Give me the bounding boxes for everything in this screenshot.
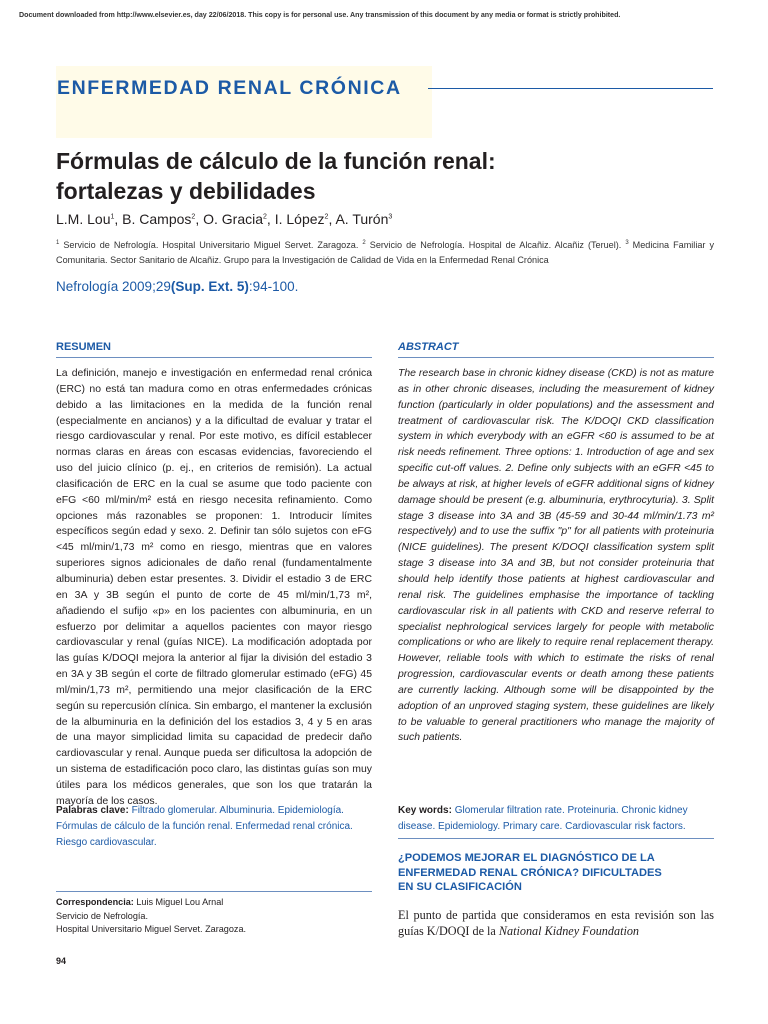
author-sep: , <box>328 211 336 227</box>
correspondence-label: Correspondencia: <box>56 897 137 907</box>
section-title: ENFERMEDAD RENAL CRÓNICA <box>57 77 402 99</box>
section-heading <box>398 851 714 895</box>
title-line-2: fortalezas y debilidades <box>56 178 316 204</box>
section-heading-line: ¿PODEMOS MEJORAR EL DIAGNÓSTICO DE LA <box>398 852 655 864</box>
author-sep: , <box>114 211 123 227</box>
correspondence-name: Luis Miguel Lou Arnal <box>136 897 224 907</box>
affiliations <box>56 236 714 268</box>
resumen-heading: RESUMEN <box>56 341 112 353</box>
page-number: 94 <box>56 956 67 966</box>
author-sup: 2 <box>191 213 196 221</box>
keywords-en <box>398 803 714 835</box>
section-heading-line: EN SU CLASIFICACIÓN <box>398 881 522 893</box>
author-sep: , <box>195 211 204 227</box>
author-list <box>56 211 392 227</box>
affil-text: Servicio de Nefrología. Hospital Universitario Miguel Servet. Zaragoza. <box>59 240 363 251</box>
author: A. Turón <box>335 211 389 227</box>
body-paragraph <box>398 908 714 939</box>
author-sup: 2 <box>263 213 267 221</box>
affil-text: Servicio de Nefrología. Hospital de Alcañiz. Alcañiz (Teruel). <box>365 240 626 251</box>
download-notice: Document downloaded from http://www.elsevier.es, day 22/06/2018. This copy is for personal use. Any transmission of this document by any media or format is strictly prohibited. <box>19 11 621 19</box>
citation-supplement: (Sup. Ext. 5) <box>170 279 249 294</box>
author-sup: 1 <box>110 213 115 221</box>
body-text: El punto de partida que consideramos en esta revisión son las guías K/DOQI de la <box>398 908 714 938</box>
affil-text: Medicina Familiar y Comunitaria. Sector Sanitario de Alcañiz. Grupo para la Investigación de Calidad de Vida en la Enfermedad Renal Crónica <box>56 240 714 266</box>
author: L.M. Lou <box>56 211 111 227</box>
correspondence-line: Servicio de Nefrología. <box>56 910 148 921</box>
divider <box>56 357 372 358</box>
divider <box>398 357 714 358</box>
affil-sup: 2 <box>362 240 366 246</box>
citation <box>56 279 298 294</box>
keywords-text: Glomerular filtration rate. Proteinuria. Chronic kidney disease. Epidemiology. Primary care. Cardiovascular risk factors. <box>398 805 688 832</box>
section-heading-line: ENFERMEDAD RENAL CRÓNICA? DIFICULTADES <box>398 866 662 879</box>
abstract-text: The research base in chronic kidney disease (CKD) is not as mature as in other chronic diseases, including the measurement of kidney function (particularly in older populations) and the assessment and treatment of cardiovascular risk. The K/DOQI CKD classification system in which everybody with an eGFR <60 is assumed to be at risk needs refinement. Three options: 1. Introduction of age and sex specific cut-off values. 2. Define only subjects with an eGFR <45 to be always at risk, at higher levels of eGFR additional signs of kidney damage should be present (e.g. albuminuria, erythrocyturia). 3. Split stage 3 disease into 3A and 3B (45-59 and 30-44 ml/min/1.73 m² respectively) and to use the suffix "p" for all patients with proteinuria (NICE guidelines). The present K/DOQI classification system split stage 3 disease into 3A and 3B, but not consider proteinuria that should help identify those patients at highest cardiovascular and renal risk. The guidelines emphasise the importance of tackling cardiovascular risk in all patients with CKD and reserve referral to specialist nephrological services largely for people with metabolic complications or who are likely to require renal replacement therapy. However, reliable tools with which to estimate the risks of renal progression, cardiovascular events or death among these patients are currently lacking. Although some will be disappointed by the adoption of an unproved staging system, these guidelines are likely to be valuable to general practitioners who manage the majority of such patients. <box>398 368 714 744</box>
affil-sup: 1 <box>56 240 60 246</box>
author-sup: 3 <box>388 213 393 221</box>
body-italic: National Kidney Foundation <box>498 923 640 938</box>
citation-pages: :94-100. <box>248 279 299 294</box>
affil-sup: 3 <box>625 240 629 246</box>
resumen-text: La definición, manejo e investigación en enfermedad renal crónica (ERC) no está tan madura como en otras enfermedades crónicas debido a las limitaciones en la medida de la función renal (especialmente en ancianos) y a la dificultad de evaluar y tratar el riesgo cardiovascular y renal. Por este motivo, es difícil establecer normas claras en áreas con escasas evidencias, favoreciendo el uso del juicio clínico (p. ej., en criterios de remisión). La actual clasificación de ERC en la cual se asume que todo paciente con eFG <60 ml/min/m² está en riesgo necesita refinamiento. Como opciones más razonables se proponen: 1. Introducir límites específicos según edad y sexo. 2. Definir tan sólo sujetos con eFG <45 ml/min/1,73 m² como en riesgo, mientras que en valores superiores signos adicionales de daño renal (fundamentalmente albuminuria) deben estar presentes. 3. Dividir el estadio 3 de ERC en 3A y 3B según el punto de corte de 45 ml/min/1,73 m², añadiendo el sufijo «p» en los pacientes con albuminuria, en un esfuerzo por delimitar a aquellos pacientes con mayor riesgo cardiovascular y renal (guías NICE). La modificación adoptada por las guías K/DOQI mejora la anterior al fijar la división del estadio 3 en 3A y 3B según el corte de filtrado glomerular estimado (eFG) 45 ml/min/1,73 m², permitiendo una mejor clasificación de la ERC según su repercusión clínica. Sin embargo, el mantener la exclusión de la albuminuria en la definición del los estadios 3, 4 y 5 en aras de una mayor simplicidad limita su capacidad de predecir daño cardiovascular y renal. Aunque pueda ser dificultosa la adopción de un sistema de estadificación poco claro, las distintas guías son muy útiles para los médicos generales, que son los que tratarán la mayoría de los casos. <box>56 368 372 807</box>
author: B. Campos <box>122 211 192 227</box>
keywords-label: Palabras clave: <box>56 805 132 816</box>
keywords-text: Filtrado glomerular. Albuminuria. Epidemiología. Fórmulas de cálculo de la función renal. Enfermedad renal crónica. Riesgo cardiovascular. <box>56 805 353 848</box>
divider <box>56 891 372 892</box>
section-rule <box>428 88 713 89</box>
author: O. Gracia <box>203 211 264 227</box>
citation-journal: Nefrología 2009;29 <box>56 279 171 294</box>
correspondence-line: Hospital Universitario Miguel Servet. Zaragoza. <box>56 924 247 934</box>
title-line-1: Fórmulas de cálculo de la función renal: <box>56 148 496 174</box>
author: I. López <box>274 211 325 227</box>
author-sup: 2 <box>324 213 329 221</box>
abstract-heading: ABSTRACT <box>398 341 459 353</box>
author-sep: , <box>266 211 275 227</box>
correspondence <box>56 896 372 937</box>
keywords-label: Key words: <box>398 805 455 816</box>
article-title <box>56 146 496 206</box>
divider <box>398 838 714 839</box>
keywords-es <box>56 803 372 851</box>
